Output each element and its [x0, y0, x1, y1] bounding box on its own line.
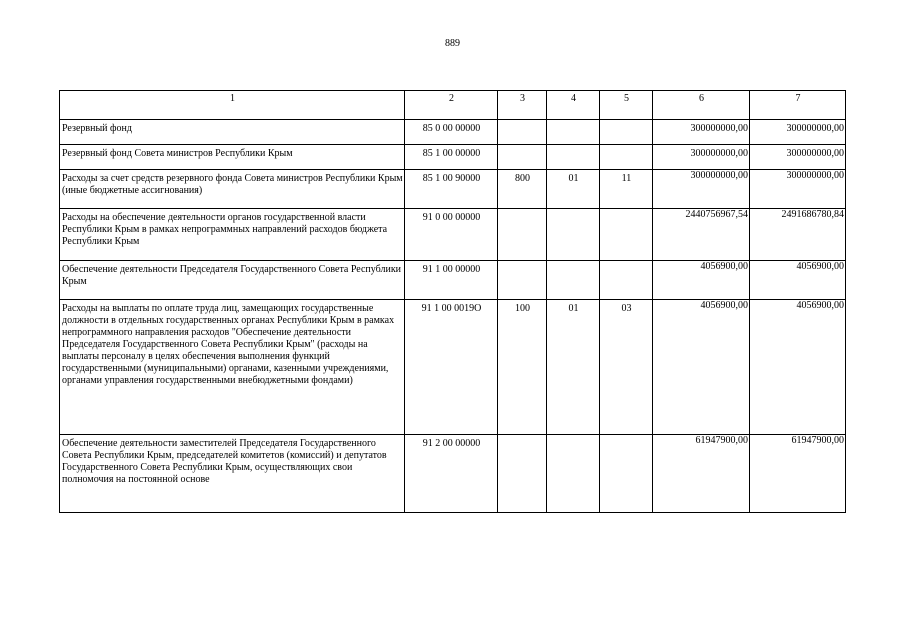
- col-header-5: 5: [600, 91, 653, 120]
- page-number: 889: [445, 38, 460, 49]
- col-header-1: 1: [60, 91, 405, 120]
- row-csr: 91 1 00 00000: [405, 261, 498, 300]
- row-sum-1: 2440756967,54: [653, 209, 750, 261]
- row-sum-2: 300000000,00: [750, 170, 846, 209]
- row-sum-1: 300000000,00: [653, 145, 750, 170]
- row-sum-2: 4056900,00: [750, 300, 846, 435]
- row-csr: 91 1 00 0019О: [405, 300, 498, 435]
- budget-table: [59, 90, 846, 513]
- row-name: Резервный фонд: [60, 120, 405, 145]
- row-pr: [600, 435, 653, 513]
- row-pr: 11: [600, 170, 653, 209]
- row-sum-1: 4056900,00: [653, 261, 750, 300]
- row-vr: 800: [498, 170, 547, 209]
- row-rz: 01: [547, 170, 600, 209]
- col-header-2: 2: [405, 91, 498, 120]
- row-csr: 85 1 00 90000: [405, 170, 498, 209]
- row-vr: [498, 209, 547, 261]
- table-row: [60, 261, 846, 300]
- row-name: Обеспечение деятельности Председателя Государственного Совета Республики Крым: [60, 261, 405, 300]
- row-rz: [547, 435, 600, 513]
- row-sum-1: 4056900,00: [653, 300, 750, 435]
- row-pr: [600, 145, 653, 170]
- table-row: [60, 435, 846, 513]
- row-pr: [600, 120, 653, 145]
- col-header-6: 6: [653, 91, 750, 120]
- row-vr: [498, 120, 547, 145]
- row-name: Обеспечение деятельности заместителей Председателя Государственного Совета Республики Крым, председателей комитетов (комиссий) и депутатов Государственного Совета Республики Крым, осуществляющих свои полномочия на постоянной основе: [60, 435, 405, 513]
- table-row: [60, 300, 846, 435]
- row-rz: 01: [547, 300, 600, 435]
- row-csr: 85 0 00 00000: [405, 120, 498, 145]
- row-sum-2: 61947900,00: [750, 435, 846, 513]
- row-name: Резервный фонд Совета министров Республики Крым: [60, 145, 405, 170]
- row-name: Расходы на обеспечение деятельности органов государственной власти Республики Крым в рамках непрограммных направлений расходов бюджета Республики Крым: [60, 209, 405, 261]
- row-pr: [600, 261, 653, 300]
- row-rz: [547, 261, 600, 300]
- row-csr: 91 2 00 00000: [405, 435, 498, 513]
- row-vr: [498, 261, 547, 300]
- row-rz: [547, 145, 600, 170]
- row-pr: 03: [600, 300, 653, 435]
- row-csr: 91 0 00 00000: [405, 209, 498, 261]
- row-vr: [498, 145, 547, 170]
- row-pr: [600, 209, 653, 261]
- row-sum-2: 4056900,00: [750, 261, 846, 300]
- col-header-3: 3: [498, 91, 547, 120]
- table-row: [60, 209, 846, 261]
- col-header-7: 7: [750, 91, 846, 120]
- row-rz: [547, 209, 600, 261]
- row-vr: [498, 435, 547, 513]
- row-rz: [547, 120, 600, 145]
- col-header-4: 4: [547, 91, 600, 120]
- table-row: [60, 120, 846, 145]
- row-sum-2: 300000000,00: [750, 145, 846, 170]
- row-sum-1: 300000000,00: [653, 170, 750, 209]
- row-name: Расходы на выплаты по оплате труда лиц, замещающих государственные должности в отдельных государственных органах Республики Крым в рамках непрограммного направления расходов "Обеспечение деятельности Председателя Государственного Совета Республики Крым" (расходы на выплаты персоналу в целях обеспечения выполнения функций государственными (муниципальными) органами, казенными учреждениями, органами управления государственными внебюджетными фондами): [60, 300, 405, 435]
- header-row: [60, 91, 846, 120]
- row-sum-2: 300000000,00: [750, 120, 846, 145]
- row-csr: 85 1 00 00000: [405, 145, 498, 170]
- row-sum-1: 300000000,00: [653, 120, 750, 145]
- row-vr: 100: [498, 300, 547, 435]
- table-row: [60, 145, 846, 170]
- row-sum-2: 2491686780,84: [750, 209, 846, 261]
- row-sum-1: 61947900,00: [653, 435, 750, 513]
- table-row: [60, 170, 846, 209]
- row-name: Расходы за счет средств резервного фонда Совета министров Республики Крым (иные бюджетные ассигнования): [60, 170, 405, 209]
